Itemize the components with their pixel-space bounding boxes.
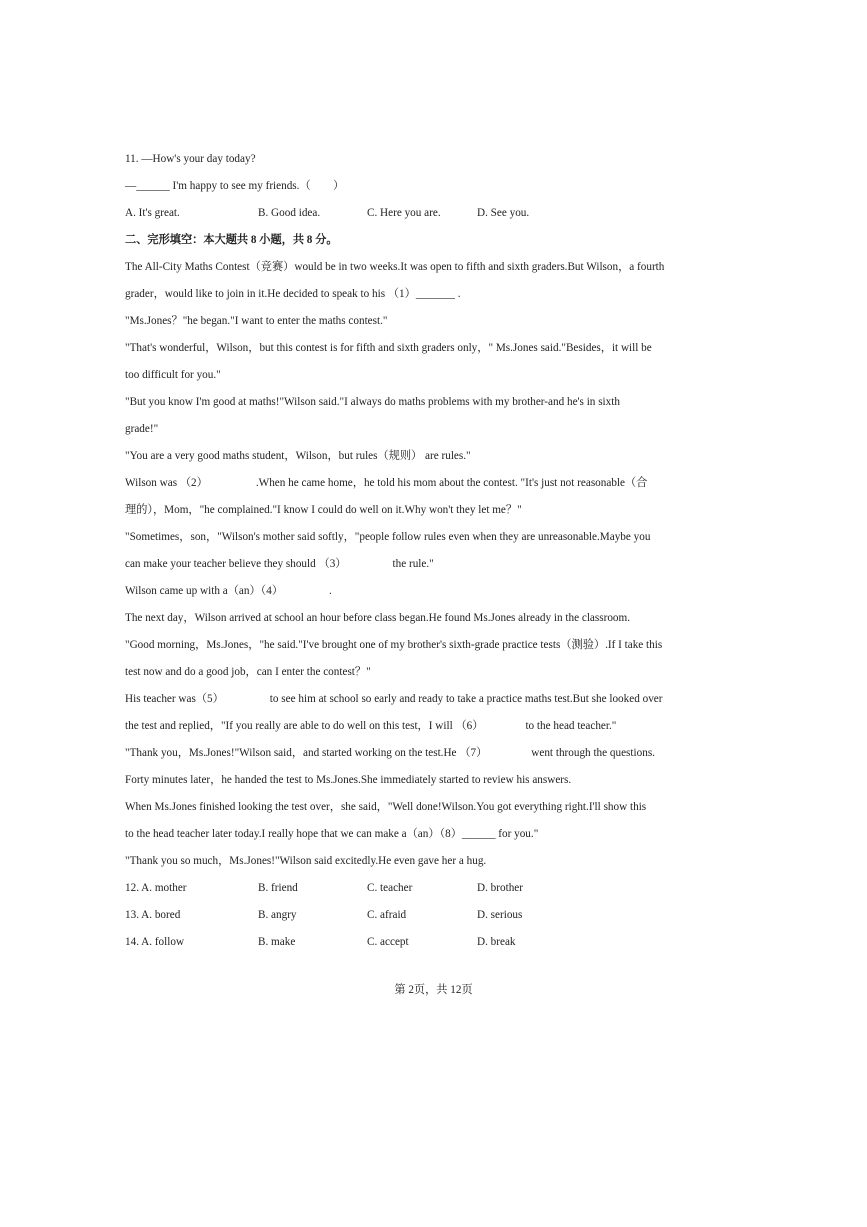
passage-line — [125, 584, 332, 598]
page-number: 第 2页，共 12页 — [394, 984, 473, 996]
passage-line: test now and do a good job，can I enter the contest？" — [125, 666, 371, 678]
passage-line — [125, 476, 647, 490]
q13-option-a: 13. A. bored — [125, 909, 181, 921]
q11-option-c: C. Here you are. — [367, 207, 441, 219]
passage-line — [125, 719, 616, 733]
passage-text: to the head teacher." — [525, 720, 617, 732]
passage-line: "You are a very good maths student，Wilson，but rules（规则） are rules." — [125, 450, 471, 462]
passage-line: 理的），Mom，"he complained."I know I could do well on it.Why won't they let me？" — [125, 504, 522, 516]
passage-line: "Ms.Jones？"he began."I want to enter the maths contest." — [125, 315, 388, 327]
passage-line: to the head teacher later today.I really hope that we can make a（an）（8）______ for you." — [125, 828, 539, 840]
q12-option-d: D. brother — [477, 882, 523, 894]
passage-text: to see him at school so early and ready to take a practice maths test.But she looked over — [269, 693, 663, 705]
q12-option-a: 12. A. mother — [125, 882, 187, 894]
passage-line: grade!" — [125, 423, 159, 435]
passage-line: "Thank you so much，Ms.Jones!"Wilson said excitedly.He even gave her a hug. — [125, 855, 487, 867]
passage-text: His teacher was（5） — [125, 693, 224, 705]
q13-option-b: B. angry — [258, 909, 297, 921]
q14-option-c: C. accept — [367, 936, 409, 948]
passage-line: "Sometimes，son，"Wilson's mother said softly，"people follow rules even when they are unreasonable.Maybe you — [125, 531, 651, 543]
q13-option-d: D. serious — [477, 909, 523, 921]
q11-option-d: D. See you. — [477, 207, 530, 219]
passage-line: too difficult for you." — [125, 369, 221, 381]
q14-option-b: B. make — [258, 936, 296, 948]
passage-line — [125, 692, 662, 706]
passage-line: "But you know I'm good at maths!"Wilson said."I always do maths problems with my brother-and he's in sixth — [125, 396, 620, 408]
section-heading: 二、完形填空：本大题共 8 小题，共 8 分。 — [125, 234, 338, 246]
passage-text: went through the questions. — [531, 747, 655, 759]
q14-option-d: D. break — [477, 936, 516, 948]
passage-line: Forty minutes later，he handed the test to Ms.Jones.She immediately started to review his answers. — [125, 774, 572, 786]
passage-line: "Good morning，Ms.Jones，"he said."I've brought one of my brother's sixth-grade practice tests（测验）.If I take this — [125, 639, 663, 651]
passage-line: grader，would like to join in it.He decided to speak to his （1）_______ . — [125, 288, 461, 300]
passage-line: "That's wonderful，Wilson，but this contest is for fifth and sixth graders only，" Ms.Jones said."Besides，it will be — [125, 342, 652, 354]
q13-option-c: C. afraid — [367, 909, 407, 921]
q11-stem: 11. —How's your day today? — [125, 153, 256, 165]
passage-text: the rule." — [392, 558, 434, 570]
passage-text: the test and replied，"If you really are able to do well on this test，I will （6） — [125, 720, 484, 732]
passage-text: . — [329, 585, 332, 597]
passage-line: When Ms.Jones finished looking the test over，she said，"Well done!Wilson.You got everything right.I'll show this — [125, 801, 647, 813]
passage-line: The All-City Maths Contest（竞赛）would be in two weeks.It was open to fifth and sixth graders.But Wilson，a fourth — [125, 261, 665, 273]
q11-option-a: A. It's great. — [125, 207, 180, 219]
q12-option-c: C. teacher — [367, 882, 413, 894]
passage-text: Wilson was （2） — [125, 477, 208, 489]
passage-text: can make your teacher believe they should （3） — [125, 558, 347, 570]
passage-line — [125, 746, 655, 760]
q11-option-b: B. Good idea. — [258, 207, 321, 219]
passage-line: The next day，Wilson arrived at school an hour before class began.He found Ms.Jones already in the classroom. — [125, 612, 631, 624]
passage-line — [125, 557, 434, 571]
passage-text: .When he came home，he told his mom about the contest. "It's just not reasonable（合 — [255, 477, 648, 489]
q14-option-a: 14. A. follow — [125, 936, 185, 948]
q11-answer-line: —______ I'm happy to see my friends.（ ） — [125, 180, 345, 192]
passage-text: Wilson came up with a（an）（4） — [125, 585, 284, 597]
q12-option-b: B. friend — [258, 882, 298, 894]
passage-text: "Thank you，Ms.Jones!"Wilson said，and started working on the test.He （7） — [125, 747, 488, 759]
